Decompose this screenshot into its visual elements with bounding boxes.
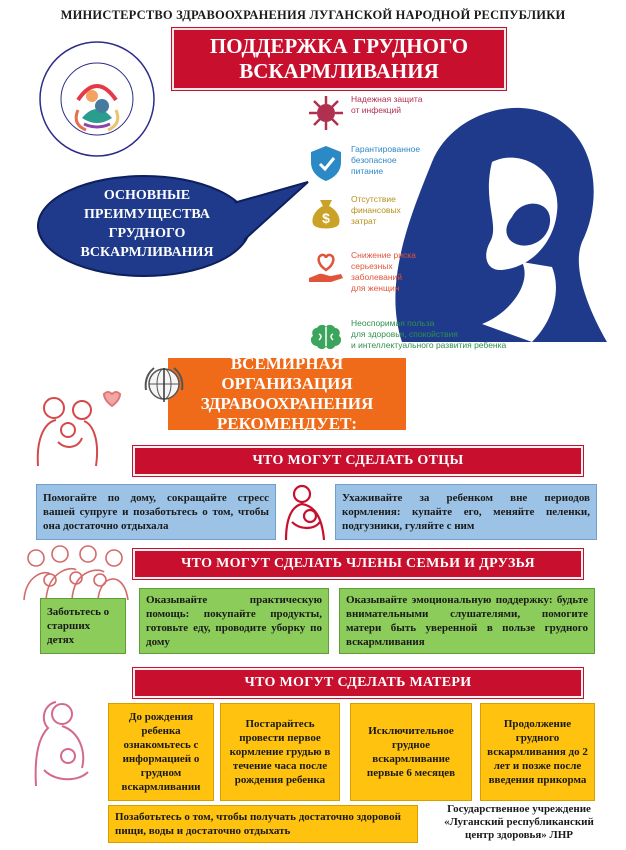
mothers-tip-2: Постарайтесь провести первое кормление грудью в течение часа после рождения ребенка <box>220 703 340 801</box>
section-title-fathers: ЧТО МОГУТ СДЕЛАТЬ ОТЦЫ <box>133 446 583 476</box>
bubble-text: ОСНОВНЫЕ ПРЕИМУЩЕСТВА ГРУДНОГО ВСКАРМЛИВАНИЯ <box>80 188 214 260</box>
brain-icon <box>305 316 347 358</box>
campaign-logo <box>38 40 156 158</box>
fathers-tip-left: Помогайте по дому, сокращайте стресс вашей супруге и позаботьтесь о том, чтобы она достаточно отдыхала <box>36 484 276 540</box>
benefit-item <box>305 248 525 298</box>
mothers-tip-4: Продолжение грудного вскармливания до 2 лет и позже после введения прикорма <box>480 703 595 801</box>
ministry-header: МИНИСТЕРСТВО ЗДРАВООХРАНЕНИЯ ЛУГАНСКОЙ НАРОДНОЙ РЕСПУБЛИКИ <box>60 8 566 22</box>
shield-icon <box>305 142 347 184</box>
page-title: ПОДДЕРЖКА ГРУДНОГО ВСКАРМЛИВАНИЯ <box>172 28 506 90</box>
who-recommends-title: ВСЕМИРНАЯ ОРГАНИЗАЦИЯ ЗДРАВООХРАНЕНИЯ РЕКОМЕНДУЕТ: <box>168 358 406 430</box>
family-tip-3: Оказывайте эмоциональную поддержку: будьте внимательными слушателями, помогите матери быть уверенной в пользе грудного вскармливания <box>339 588 595 654</box>
benefit-text: Снижение риска серьезных заболеваний для женщин <box>351 250 416 293</box>
father-baby-icon <box>280 482 330 542</box>
section-title-mothers: ЧТО МОГУТ СДЕЛАТЬ МАТЕРИ <box>133 668 583 698</box>
benefit-item <box>305 192 525 242</box>
footer-organization: Государственное учреждение «Луганский республиканский центр здоровья» ЛНР <box>444 803 594 841</box>
virus-icon <box>305 92 347 134</box>
benefit-text: Гарантированное безопасное питание <box>351 144 421 176</box>
family-group-illustration <box>20 540 132 602</box>
benefit-text: Надежная защита от инфекций <box>351 94 423 115</box>
section-title-family: ЧТО МОГУТ СДЕЛАТЬ ЧЛЕНЫ СЕМЬИ И ДРУЗЬЯ <box>133 549 583 579</box>
benefit-item <box>305 142 525 192</box>
benefit-item <box>305 92 525 142</box>
family-illustration <box>26 386 126 470</box>
family-tip-2: Оказывайте практическую помощь: покупайте продукты, готовьте еду, проводите уборку по дому <box>139 588 329 654</box>
mother-feeding-illustration <box>26 696 106 792</box>
svg-text:$: $ <box>322 210 330 226</box>
heart-hand-icon <box>305 248 347 290</box>
benefit-text: Отсутствие финансовых затрат <box>351 194 401 226</box>
mothers-tip-1: До рождения ребенка ознакомьтесь с информацией о грудном вскармливании <box>108 703 214 801</box>
mothers-tip-3: Исключительное грудное вскармливание первые 6 месяцев <box>350 703 472 801</box>
who-emblem-icon <box>140 360 188 408</box>
family-tip-1: Заботьтесь о старших детях <box>40 598 126 654</box>
benefit-text: Неоспоримая польза для здоровья, спокойствия и интеллектуального развития ребенка <box>351 318 507 350</box>
fathers-tip-right: Ухаживайте за ребенком вне периодов кормления: купайте его, меняйте пеленки, подгузники, гуляйте с ним <box>335 484 597 540</box>
mothers-tip-5: Позаботьтесь о том, чтобы получать достаточно здоровой пищи, воды и достаточно отдыхать <box>108 805 418 843</box>
money-bag-icon <box>305 192 347 234</box>
